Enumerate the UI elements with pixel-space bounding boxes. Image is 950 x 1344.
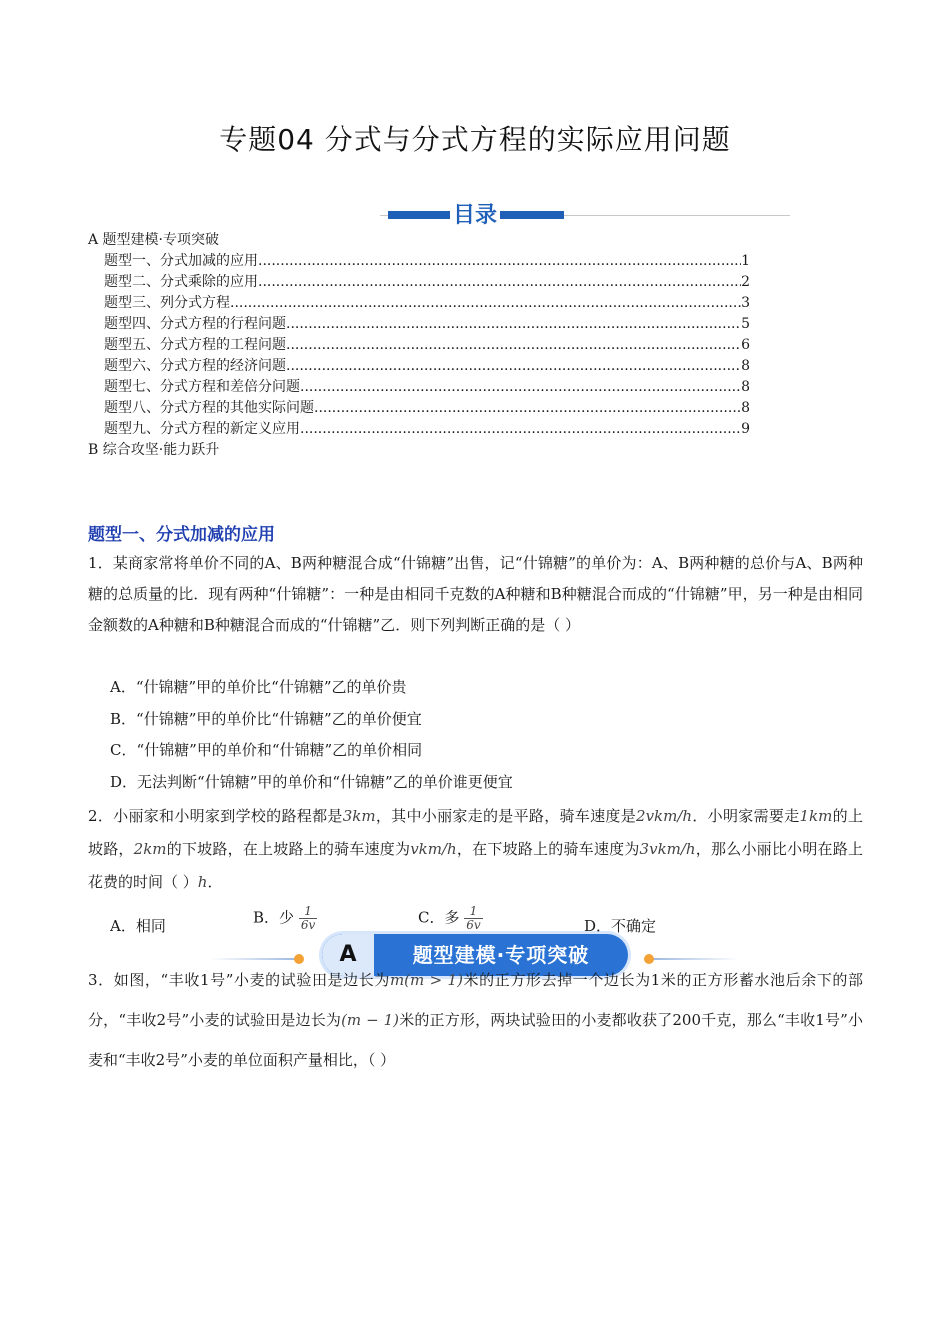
question-1-text: 1．某商家常将单价不同的A、B两种糖混合成“什锦糖”出售，记“什锦糖”的单价为：A、B两种糖的总价与A、B两种糖的总质量的比．现有两种“什锦糖”：一种是由相同千克数的A种糖和B种糖混合而成的“什锦糖”甲，另一种是由相同金额数的A种糖和B种糖混合而成的“什锦糖”乙．则下列判断正确的是（ ） xyxy=(88,554,863,634)
toc-item-page: 5 xyxy=(741,316,750,332)
toc-item-page: 1 xyxy=(741,253,750,269)
toc-item-7[interactable] xyxy=(88,377,750,398)
math-expr: 2vkm/h xyxy=(636,807,693,825)
toc-section-a[interactable]: A 题型建模·专项突破 xyxy=(88,232,220,248)
question-1-option-d: D．无法判断“什锦糖”甲的单价和“什锦糖”乙的单价谁更便宜 xyxy=(110,773,513,791)
toc-item-page: 8 xyxy=(741,358,750,374)
toc-item-page: 8 xyxy=(741,379,750,395)
toc-heading: 目录 xyxy=(450,198,500,229)
section-heading: 题型一、分式加减的应用 xyxy=(88,525,275,545)
toc-item-page: 6 xyxy=(741,337,750,353)
question-2-option-c: C．多 $\frac{1}{6v}$ xyxy=(418,904,481,932)
toc-item-label: 题型八、分式方程的其他实际问题 xyxy=(104,400,314,416)
toc-item-9[interactable] xyxy=(88,419,750,440)
toc-item-page: 2 xyxy=(741,274,750,290)
question-1-option-a: A．“什锦糖”甲的单价比“什锦糖”乙的单价贵 xyxy=(110,678,407,696)
toc-item-5[interactable] xyxy=(88,335,750,356)
toc-heading-bar-right xyxy=(500,211,564,219)
question-1-option-c: C．“什锦糖”甲的单价和“什锦糖”乙的单价相同 xyxy=(110,741,423,759)
math-expr: h xyxy=(197,873,208,891)
banner-letter: A xyxy=(322,934,374,976)
math-expr: 3vkm/h xyxy=(639,840,696,858)
toc-item-4[interactable] xyxy=(88,314,750,335)
toc-item-page: 3 xyxy=(741,295,750,311)
question-1-option-b: B．“什锦糖”甲的单价比“什锦糖”乙的单价便宜 xyxy=(110,710,422,728)
toc-item-label: 题型六、分式方程的经济问题 xyxy=(104,358,286,374)
toc-heading-bar-left xyxy=(388,211,450,219)
toc-item-8[interactable] xyxy=(88,398,750,419)
toc-item-label: 题型五、分式方程的工程问题 xyxy=(104,337,286,353)
math-expr: 1km xyxy=(799,807,833,825)
toc-item-label: 题型一、分式加减的应用 xyxy=(104,253,258,269)
banner-text: 题型建模·专项突破 xyxy=(412,943,590,967)
toc-item-label: 题型二、分式乘除的应用 xyxy=(104,274,258,290)
math-expr: m(m > 1) xyxy=(389,971,463,989)
math-expr: vkm/h xyxy=(410,840,457,858)
toc-item-page: 9 xyxy=(741,421,750,437)
toc-item-label: 题型四、分式方程的行程问题 xyxy=(104,316,286,332)
toc-item-label: 题型七、分式方程和差倍分问题 xyxy=(104,379,300,395)
question-2-option-b: B．少 $\frac{1}{6v}$ xyxy=(253,904,316,932)
toc-item-label: 题型三、列分式方程 xyxy=(104,295,230,311)
table-of-contents xyxy=(88,230,750,461)
question-2-text: 2．小丽家和小明家到学校的路程都是3km，其中小丽家走的是平路，骑车速度是2vkm/h．小明家需要走1km的上坡路，2km的下坡路，在上坡路上的骑车速度为vkm/h，在下坡路上的骑车速度为3vkm/h，那么小丽比小明在路上花费的时间（ ）h． xyxy=(88,807,863,891)
toc-item-2[interactable] xyxy=(88,272,750,293)
question-2-option-d: D．不确定 xyxy=(584,917,657,935)
toc-item-label: 题型九、分式方程的新定义应用 xyxy=(104,421,300,437)
toc-item-1[interactable] xyxy=(88,251,750,272)
toc-item-3[interactable] xyxy=(88,293,750,314)
question-2-option-a: A．相同 xyxy=(110,917,166,935)
fraction: $\frac{1}{6v}$ xyxy=(466,904,481,932)
math-expr: (m − 1) xyxy=(341,1011,400,1029)
toc-item-6[interactable] xyxy=(88,356,750,377)
fraction: $\frac{1}{6v}$ xyxy=(300,904,316,932)
math-expr: 3km xyxy=(342,807,376,825)
question-3-text: 3．如图，“丰收1号”小麦的试验田是边长为m(m > 1)米的正方形去掉一个边长为1米的正方形蓄水池后余下的部分，“丰收2号”小麦的试验田是边长为(m − 1)米的正方形，两块试验田的小麦都收获了200千克，那么“丰收1号”小麦和“丰收2号”小麦的单位面积产量相比，（ ） xyxy=(88,971,864,1069)
toc-section-b[interactable]: B 综合攻坚·能力跃升 xyxy=(88,442,220,458)
document-title: 专题04 分式与分式方程的实际应用问题 xyxy=(219,123,731,156)
toc-item-page: 8 xyxy=(741,400,750,416)
math-expr: 2km xyxy=(133,840,167,858)
